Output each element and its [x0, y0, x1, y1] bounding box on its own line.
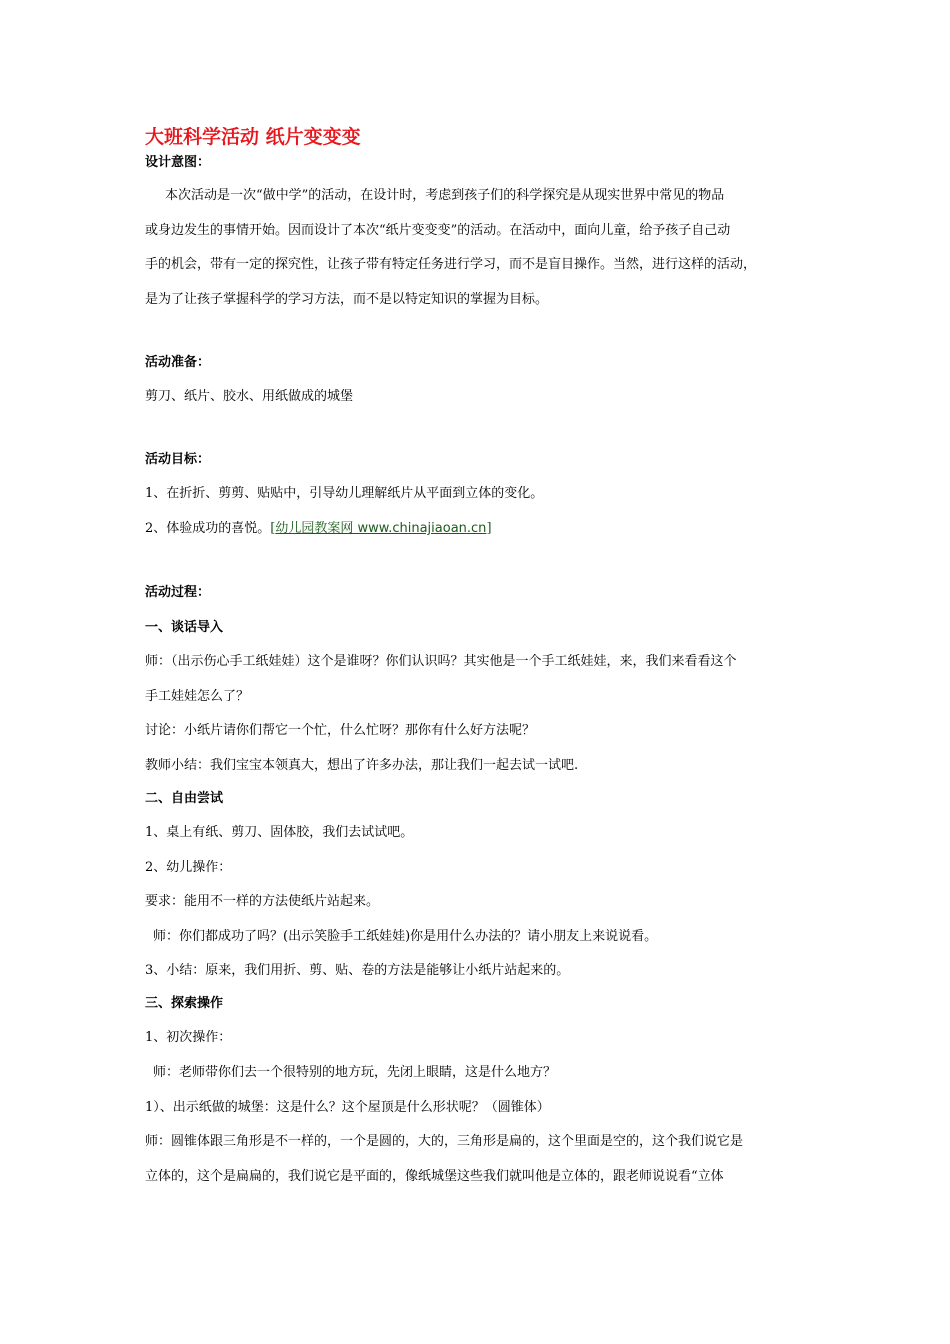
part2-line: 师：你们都成功了吗？(出示笑脸手工纸娃娃)你是用什么办法的？请小朋友上来说说看。 [153, 929, 658, 944]
link-domain: www.chinajiaoan.cn [357, 521, 487, 536]
design-intent-line: 或身边发生的事情开始。因而设计了本次“纸片变变变”的活动。在活动中，面向儿童，给予孩子自己动 [145, 223, 731, 238]
process-heading: 活动过程： [145, 585, 211, 600]
part1-heading: 一、谈话导入 [145, 620, 224, 635]
part3-line: 师：圆锥体跟三角形是不一样的，一个是圆的，大的，三角形是扁的，这个里面是空的，这个我们说它是 [145, 1134, 744, 1149]
link-close-bracket: ] [486, 521, 492, 536]
part1-line: 师：（出示伤心手工纸娃娃）这个是谁呀？你们认识吗？其实他是一个手工纸娃娃，来，我们来看看这个 [145, 654, 737, 669]
goal-item-1: 1、在折折、剪剪、贴贴中，引导幼儿理解纸片从平面到立体的变化。 [145, 486, 544, 501]
part3-heading: 三、探索操作 [145, 996, 224, 1011]
design-intent-line: 是为了让孩子掌握科学的学习方法，而不是以特定知识的掌握为目标。 [145, 292, 549, 307]
link-site-name: 幼儿园教案网 [275, 521, 354, 536]
goal-item-2 [145, 520, 492, 538]
part3-line: 立体的，这个是扁扁的，我们说它是平面的，像纸城堡这些我们就叫他是立体的，跟老师说说看“立体 [145, 1169, 724, 1184]
part1-line: 讨论：小纸片请你们帮它一个忙，什么忙呀？那你有什么好方法呢？ [145, 723, 536, 738]
part3-line: 1）、出示纸做的城堡：这是什么？这个屋顶是什么形状呢？（圆锥体） [145, 1100, 550, 1115]
design-intent-line: 本次活动是一次“做中学”的活动，在设计时，考虑到孩子们的科学探究是从现实世界中常见的物品 [165, 188, 725, 203]
part1-line: 教师小结：我们宝宝本领真大，想出了许多办法，那让我们一起去试一试吧. [145, 758, 579, 773]
part2-line: 2、幼儿操作： [145, 860, 232, 875]
part1-line: 手工娃娃怎么了？ [145, 689, 250, 704]
part2-line: 3、小结：原来，我们用折、剪、贴、卷的方法是能够让小纸片站起来的。 [145, 963, 570, 978]
preparation-text: 剪刀、纸片、胶水、用纸做成的城堡 [145, 389, 354, 404]
part3-line: 1、初次操作： [145, 1030, 232, 1045]
part2-line: 1、桌上有纸、剪刀、固体胶，我们去试试吧。 [145, 825, 414, 840]
part3-line: 师：老师带你们去一个很特别的地方玩，先闭上眼睛，这是什么地方？ [153, 1065, 557, 1080]
design-intent-line: 手的机会，带有一定的探究性，让孩子带有特定任务进行学习，而不是盲目操作。当然，进行这样的活动， [145, 257, 757, 272]
preparation-heading: 活动准备： [145, 355, 211, 370]
goals-heading: 活动目标： [145, 452, 211, 467]
part2-heading: 二、自由尝试 [145, 791, 224, 806]
source-link[interactable] [270, 521, 491, 536]
goal-item-2-text: 2、体验成功的喜悦。 [145, 521, 271, 536]
part2-line: 要求：能用不一样的方法使纸片站起来。 [145, 894, 380, 909]
link-open-bracket: [ [270, 521, 276, 536]
design-intent-heading: 设计意图： [145, 155, 211, 170]
document-title: 大班科学活动 纸片变变变 [145, 126, 361, 148]
